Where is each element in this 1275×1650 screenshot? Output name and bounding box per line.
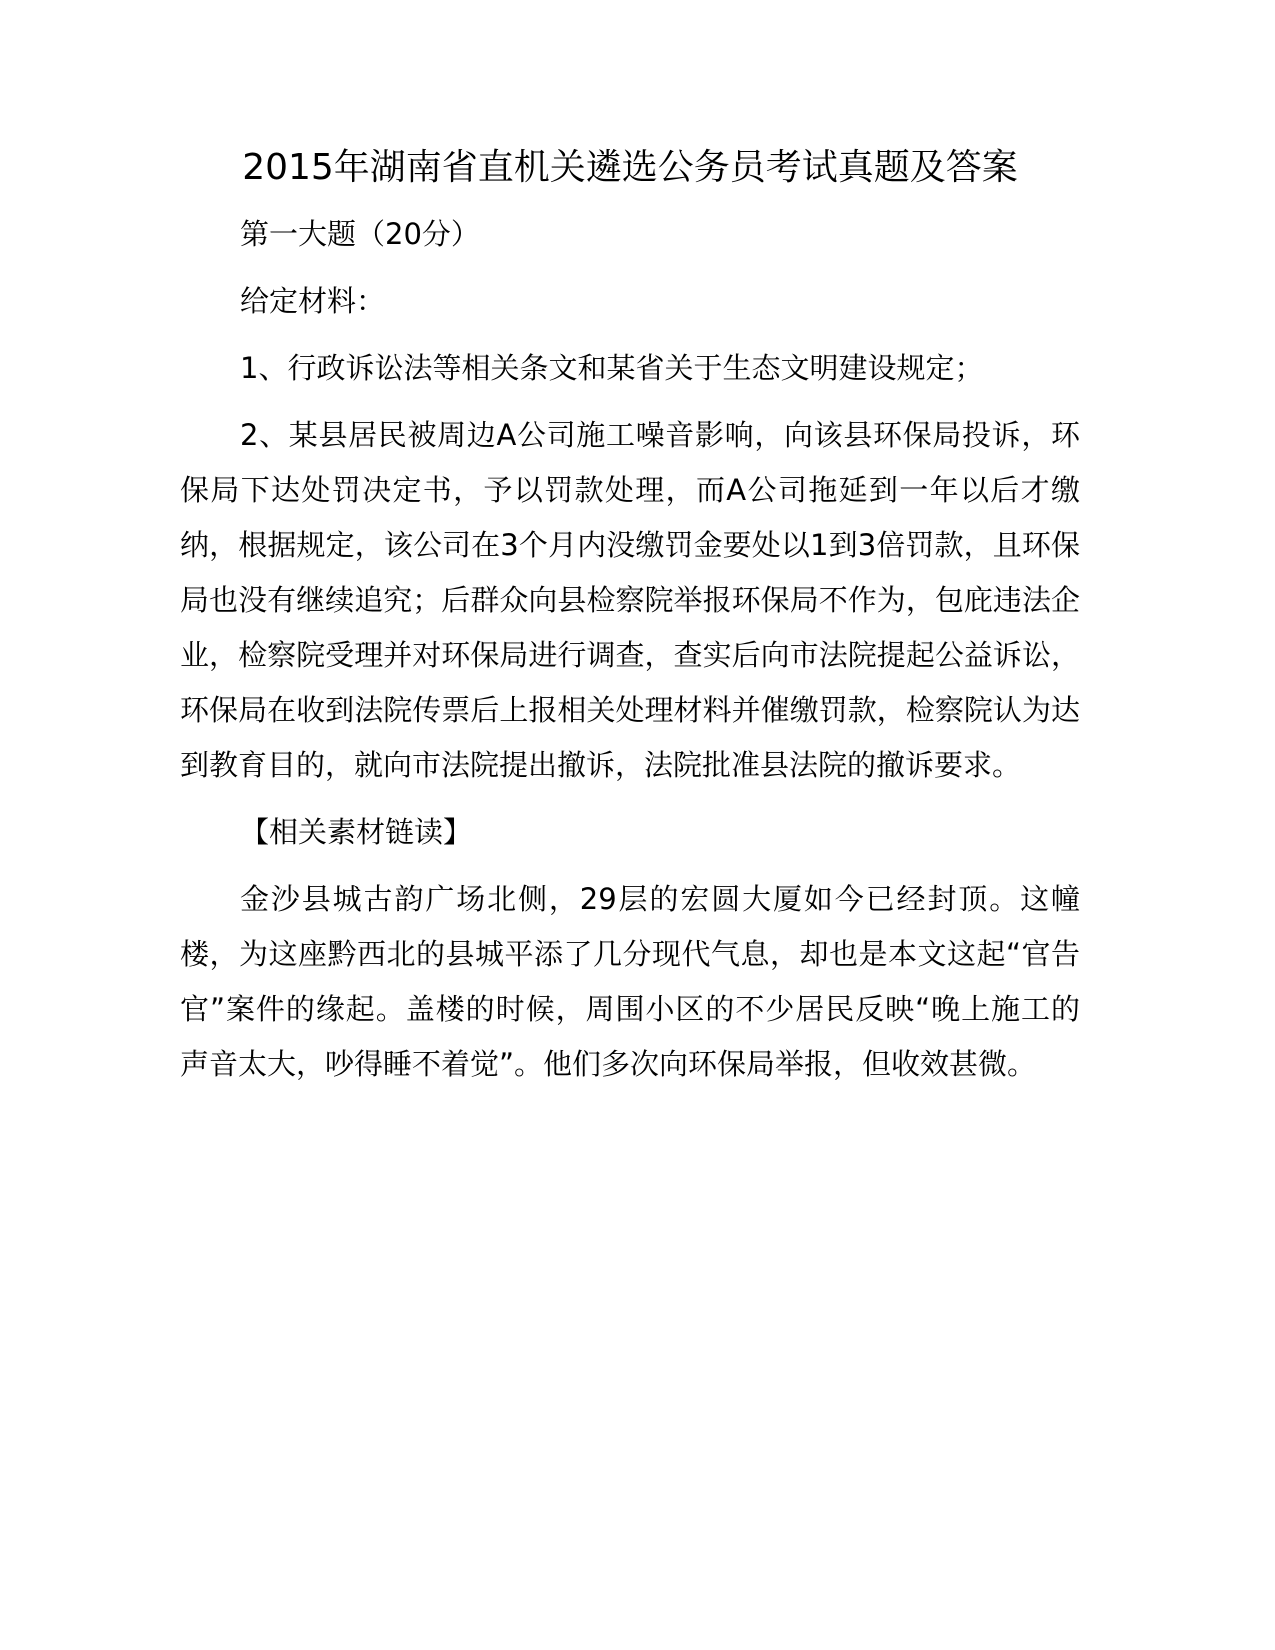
document-page (180, 140, 1080, 1092)
related-reading-label: 【相关素材链读】 (240, 815, 473, 849)
material-item-2: 2、某县居民被周边A公司施工噪音影响，向该县环保局投诉，环保局下达处罚决定书，予以罚款处理，而A公司拖延到一年以后才缴纳，根据规定，该公司在3个月内没缴罚金要处以1到3倍罚款，且环保局也没有继续追究；后群众向县检察院举报环保局不作为，包庇违法企业，检察院受理并对环保局进行调查，查实后向市法院提起公益诉讼，环保局在收到法院传票后上报相关处理材料并催缴罚款，检察院认为达到教育目的，就向市法院提出撤诉，法院批准县法院的撤诉要求。 (180, 418, 1080, 782)
section-heading: 第一大题（20分） (240, 217, 480, 251)
given-material-label: 给定材料： (240, 284, 386, 318)
related-reading-paragraph: 金沙县城古韵广场北侧，29层的宏圆大厦如今已经封顶。这幢楼，为这座黔西北的县城平添了几分现代气息，却也是本文这起“官告官”案件的缘起。盖楼的时候，周围小区的不少居民反映“晚上施工的声音太大，吵得睡不着觉”。他们多次向环保局举报，但收效甚微。 (180, 882, 1080, 1081)
document-title: 2015年湖南省直机关遴选公务员考试真题及答案 (242, 147, 1018, 188)
material-item-1: 1、行政诉讼法等相关条文和某省关于生态文明建设规定； (240, 351, 984, 385)
